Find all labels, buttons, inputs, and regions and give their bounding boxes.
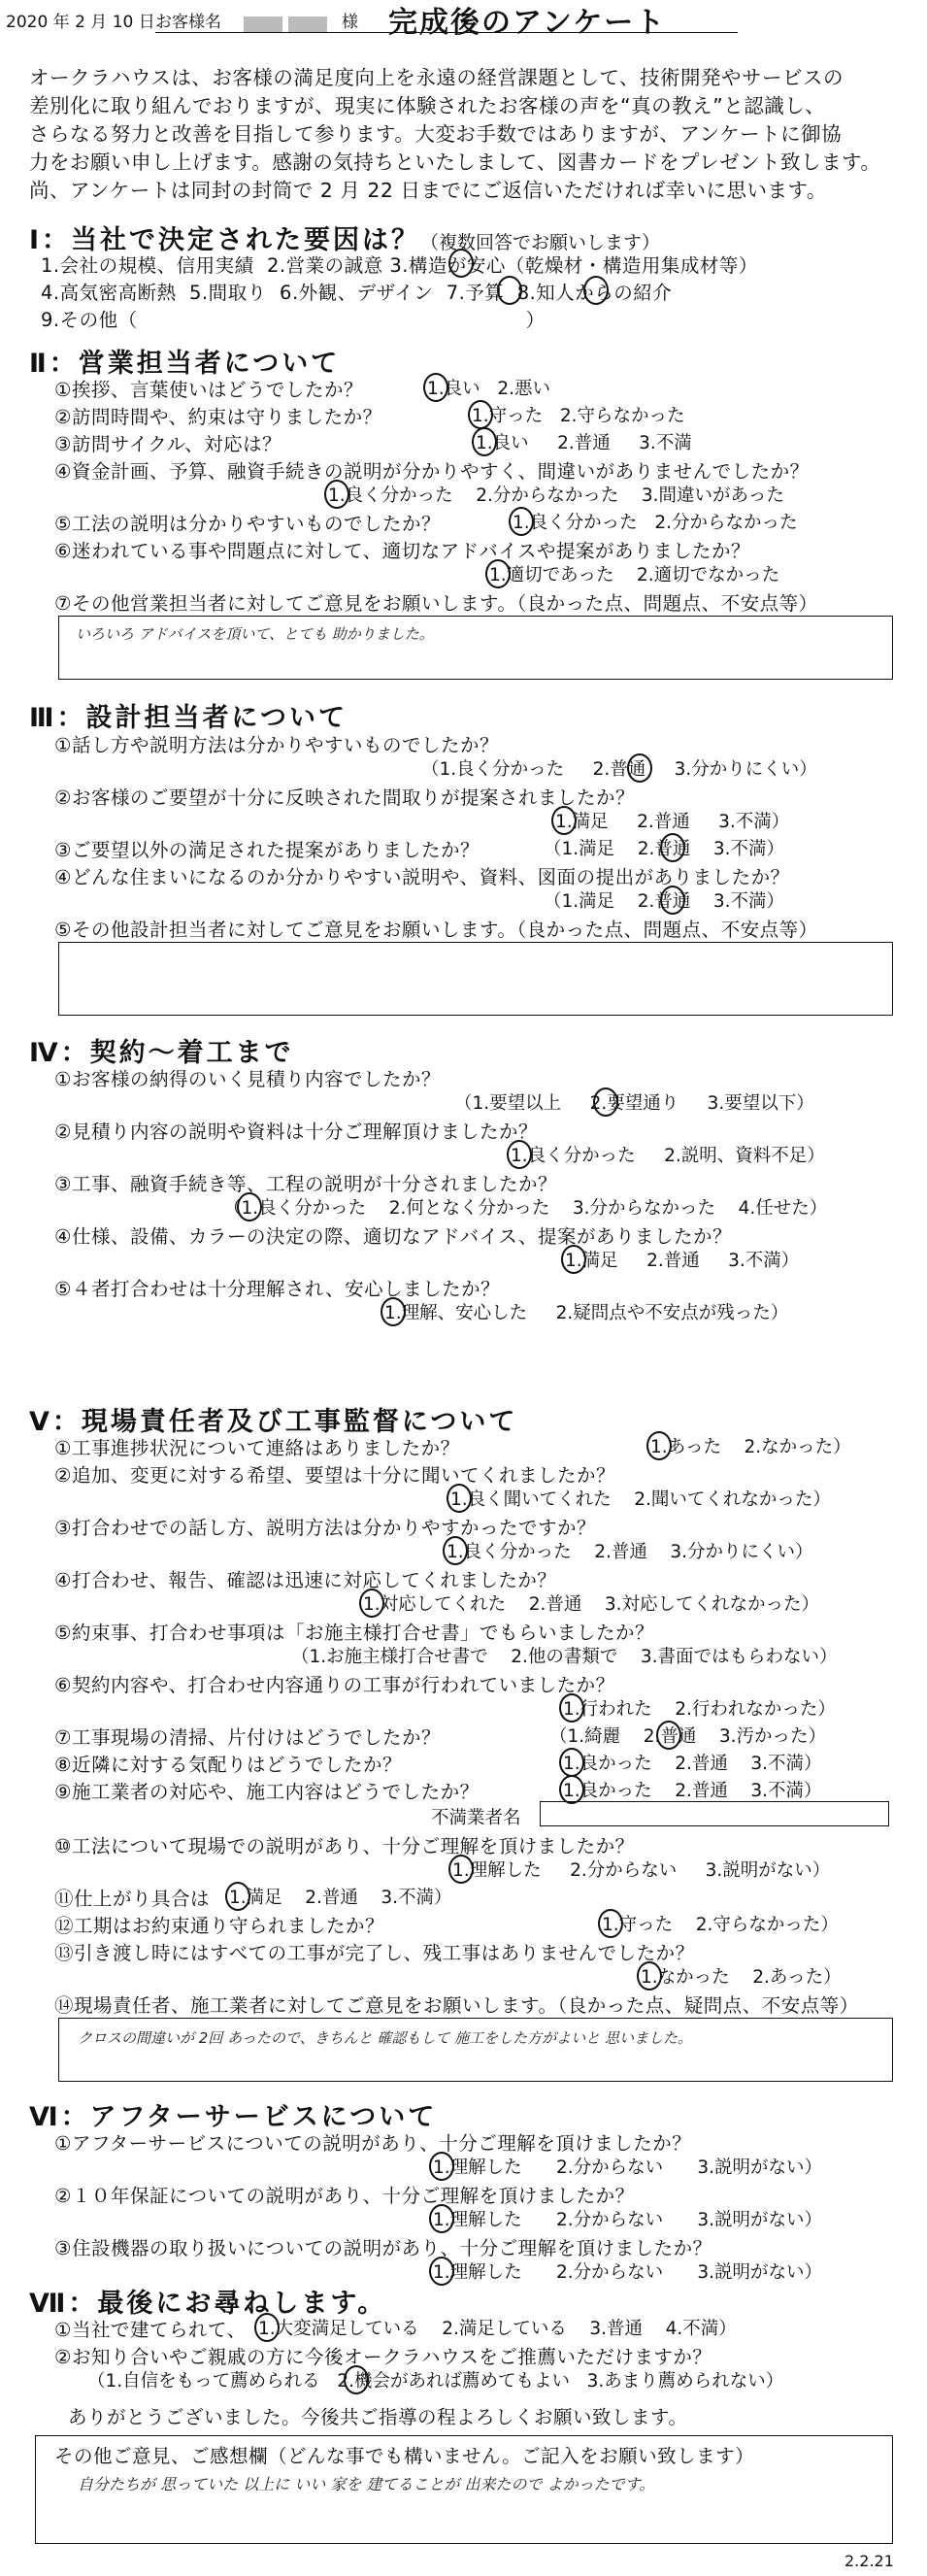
s3-q2: ②お客様のご要望が十分に反映された間取りが提案されましたか？ (54, 786, 635, 809)
s4-q5: ⑤４者打合わせは十分理解され、安心しましたか？ (54, 1278, 501, 1300)
s7-q1: ①当社で建てられて、 (54, 2319, 247, 2341)
intro-line-2: 差別化に取り組んでおりますが、現実に体験されたお客様の声を“真の教え”と認識し、 (29, 94, 826, 117)
section-1-heading: Ⅰ：当社で決定された要因は？（複数回答でお願いします） (29, 225, 661, 255)
s7-q2-answer-circle (344, 2365, 369, 2394)
s3-q3-answer-circle (660, 833, 685, 862)
s3-q3-options: （1.満足 2.普通 3.不満） (544, 839, 785, 859)
s3-q1-options: （1.良く分かった 2.普通 3.分かりにくい） (421, 759, 817, 780)
s5-q3-answer-circle (443, 1536, 468, 1565)
s3-q4-options: （1.満足 2.普通 3.不満） (544, 891, 785, 912)
s4-q5-answer-circle (381, 1297, 406, 1326)
s2-q5-answer-circle (509, 507, 534, 536)
section-5-heading: Ⅴ：現場責任者及び工事監督について (29, 1407, 518, 1437)
s5-q9: ⑨施工業者の対応や、施工内容はどうでしたか？ (54, 1781, 480, 1803)
s3-q5: ⑤その他設計担当者に対してご意見をお願いします。（良かった点、問題点、不安点等） (54, 919, 818, 941)
s1-choice-8-circle (583, 276, 609, 305)
s4-q3-options: （1.良く分かった 2.何となく分かった 3.分からなかった 4.任せた） (223, 1198, 828, 1219)
s6-q2: ②１０年保証についての説明があり、十分ご理解を頂けましたか？ (54, 2185, 635, 2207)
closing-thanks: ありがとうございました。今後共ご指導の程よろしくお願い致します。 (68, 2406, 688, 2428)
intro-line-3: さらなる努力と改善を目指して参ります。大変お手数ではありますが、アンケートに御協 (29, 122, 843, 146)
s5-q12-answer-circle (598, 1909, 623, 1938)
s5-q10: ⑩工法について現場での説明があり、十分ご理解を頂けましたか？ (54, 1835, 635, 1857)
s2-q2-answer-circle (468, 400, 493, 429)
s5-q10-options: 1.理解した 2.分からない 3.説明がない） (452, 1860, 831, 1881)
s5-q13-answer-circle (637, 1961, 662, 1991)
honorific: 様 (342, 13, 358, 32)
s2-q5-options: 1.良く分かった 2.分からなかった (513, 513, 798, 533)
s2-q6: ⑥迷われている事や問題点に対して、適切なアドバイスや提案がありましたか？ (54, 540, 751, 562)
s2-q4-options: 1.良く分かった 2.分からなかった 3.間違いがあった (328, 485, 784, 506)
s5-q11-answer-circle (225, 1882, 250, 1911)
s2-q5: ⑤工法の説明は分かりやすいものでしたか？ (54, 513, 441, 535)
s6-q3-answer-circle (429, 2257, 454, 2286)
s6-q1: ①アフターサービスについての説明があり、十分ご理解を頂けましたか？ (54, 2132, 692, 2155)
s5-q6-options: 1.行われた 2.行われなかった） (563, 1699, 836, 1720)
s5-q8-answer-circle (559, 1748, 584, 1777)
s4-q1-answer-circle (593, 1087, 618, 1117)
s2-q3-answer-circle (472, 427, 497, 456)
s5-q9-options: 1.良かった 2.普通 3.不満） (563, 1781, 822, 1801)
section-3-heading: Ⅲ：設計担当者について (29, 703, 348, 733)
s6-q3-options: 1.理解した 2.分からない 3.説明がない） (433, 2262, 823, 2283)
s2-q2-options: 1.守った 2.守らなかった (472, 406, 685, 426)
s5-q4-answer-circle (359, 1589, 384, 1618)
s5-q11: ⑪仕上がり具合は (54, 1888, 211, 1910)
s3-q3: ③ご要望以外の満足された提案がありましたか？ (54, 839, 480, 861)
s3-q2-options: 1.満足 2.普通 3.不満） (555, 812, 790, 832)
s6-q1-options: 1.理解した 2.分からない 3.説明がない） (433, 2158, 823, 2178)
s4-q4-answer-circle (561, 1245, 586, 1274)
s2-q1-options: 1.良い 2.悪い (427, 379, 550, 399)
s5-q3-options: 1.良く分かった 2.普通 3.分かりにくい） (447, 1542, 813, 1562)
s6-q2-answer-circle (429, 2204, 454, 2233)
s4-q3: ③工事、融資手続き等、工程の説明が十分されましたか？ (54, 1173, 557, 1195)
s7-q2-options: （1.自信をもって薦められる 2.機会があれば薦めてもよい 3.あまり薦められない） (87, 2371, 784, 2392)
s3-q2-answer-circle (551, 806, 577, 835)
s5-q1-answer-circle (646, 1431, 672, 1460)
s5-q8-options: 1.良かった 2.普通 3.不満） (563, 1754, 822, 1774)
customer-name-label: お客様名 (155, 13, 221, 32)
section-4-heading: Ⅳ：契約～着工まで (29, 1038, 294, 1068)
s2-q6-answer-circle (485, 559, 511, 588)
header-underline (155, 32, 738, 33)
s2-q2: ②訪問時間や、約束は守りましたか？ (54, 406, 382, 428)
s1-options-row2: 4.高気密高断熱 5.間取り 6.外観、デザイン 7.予算 8.知人からの紹介 (41, 282, 673, 304)
s5-q9-vendor-label: 不満業者名 (431, 1808, 521, 1828)
s7-q1-answer-circle (254, 2313, 280, 2342)
s2-q1-answer-circle (423, 373, 448, 402)
s4-q1: ①お客様の納得のいく見積り内容でしたか？ (54, 1068, 441, 1090)
s5-q9-answer-circle (559, 1775, 584, 1804)
s1-choice-7-circle (497, 276, 522, 305)
s5-q11-options: 1.満足 2.普通 3.不満） (229, 1888, 452, 1908)
s4-q1-options: （1.要望以上 2.要望通り 3.要望以下） (454, 1093, 814, 1114)
s5-q7: ⑦工事現場の清掃、片付けはどうでしたか？ (54, 1726, 441, 1749)
s1-options-row1: 1.会社の規模、信用実績 2.営業の誠意 3.構造が安心（乾燥材・構造用集成材等） (41, 254, 758, 277)
s5-q5: ⑤約束事、打合わせ事項は「お施主様打合せ書」でもらいましたか？ (54, 1622, 654, 1644)
section-7-heading: Ⅶ：最後にお尋ねします。 (29, 2289, 387, 2319)
intro-line-4: 力をお願い申し上げます。感謝の気持ちといたしまして、図書カードをプレゼント致します。 (29, 151, 881, 174)
s6-q3: ③住設機器の取り扱いについての説明があり、十分ご理解を頂けましたか？ (54, 2237, 712, 2259)
s4-q2: ②見積り内容の説明や資料は十分ご理解頂けましたか？ (54, 1121, 538, 1143)
s4-q4-options: 1.満足 2.普通 3.不満） (565, 1251, 800, 1271)
final-comment-answer: 自分たちが 思っていた 以上に いい 家を 建てることが 出来たので よかったです。 (78, 2475, 655, 2493)
s5-q13-options: 1.なかった 2.あった） (641, 1967, 842, 1988)
received-date-stamp: 2.2.21 (844, 2552, 894, 2570)
s5-q4-options: 1.対応してくれた 2.普通 3.対応してくれなかった） (363, 1594, 820, 1615)
s5-q2: ②追加、変更に対する希望、要望は十分に聞いてくれましたか？ (54, 1464, 615, 1487)
s2-q6-options: 1.適切であった 2.適切でなかった (489, 565, 780, 585)
s4-q2-options: 1.良く分かった 2.説明、資料不足） (511, 1146, 825, 1166)
s5-q1: ①工事進捗状況について連絡はありましたか？ (54, 1437, 460, 1459)
s5-q7-answer-circle (656, 1721, 681, 1750)
s5-q1-options: 1.あった 2.なかった） (650, 1437, 851, 1457)
s2-q4-answer-circle (324, 480, 349, 509)
s5-q4: ④打合わせ、報告、確認は迅速に対応してくれましたか？ (54, 1569, 557, 1591)
s7-q2: ②お知り合いやご親戚の方に今後オークラハウスをご推薦いただけますか？ (54, 2346, 712, 2368)
s5-q3: ③打合わせでの話し方、説明方法は分かりやすかったですか？ (54, 1517, 596, 1539)
s4-q3-answer-circle (237, 1192, 262, 1221)
s5-q5-options: （1.お施主様打合せ書で 2.他の書類で 3.書面ではもらわない） (291, 1647, 838, 1667)
s5-q8: ⑧近隣に対する気配りはどうでしたか？ (54, 1754, 402, 1776)
section-6-heading: Ⅵ：アフターサービスについて (29, 2102, 438, 2132)
s5-q2-options: 1.良く聞いてくれた 2.聞いてくれなかった） (450, 1489, 831, 1510)
s3-q4-answer-circle (660, 886, 685, 915)
intro-line-1: オークラハウスは、お客様の満足度向上を永遠の経営課題として、技術開発やサービスの (29, 66, 844, 89)
s3-q1: ①話し方や説明方法は分かりやすいものでしたか？ (54, 734, 499, 756)
s4-q5-options: 1.理解、安心した 2.疑問点や不安点が残った） (384, 1303, 789, 1323)
s5-q7-options: （1.綺麗 2.普通 3.汚かった） (549, 1726, 827, 1747)
s2-q3: ③訪問サイクル、対応は？ (54, 433, 282, 455)
s5-q6-answer-circle (559, 1693, 584, 1723)
section-2-heading: Ⅱ：営業担当者について (29, 349, 341, 379)
s1-choice-3-circle (448, 249, 474, 278)
s2-q7: ⑦その他営業担当者に対してご意見をお願いします。（良かった点、問題点、不安点等） (54, 592, 818, 615)
s6-q2-options: 1.理解した 2.分からない 3.説明がない） (433, 2210, 823, 2230)
s2-q3-options: 1.良い 2.普通 3.不満 (476, 433, 692, 453)
s5-q10-answer-circle (448, 1855, 474, 1884)
s7-q1-options: 1.大変満足している 2.満足している 3.普通 4.不満） (258, 2319, 737, 2339)
s3-q1-answer-circle (627, 753, 652, 783)
s2-comment-answer: いろいろ アドバイスを頂いて、とても 助かりました。 (76, 625, 434, 643)
s5-q12-options: 1.守った 2.守らなかった） (602, 1915, 839, 1935)
redacted-name (241, 14, 330, 32)
final-comment-label: その他ご意見、ご感想欄（どんな事でも構いません。ご記入をお願い致します） (54, 2445, 755, 2467)
s2-q4: ④資金計画、予算、融資手続きの説明が分かりやすく、間違いがありませんでしたか？ (54, 460, 810, 483)
intro-line-5: 尚、アンケートは同封の封筒で 2 月 22 日までにご返信いただければ幸いに思います。 (29, 179, 827, 202)
s5-q12: ⑫工期はお約束通り守られましたか？ (54, 1915, 385, 1937)
survey-date: 2020 年 2 月 10 日 (6, 13, 155, 32)
s5-q2-answer-circle (447, 1484, 472, 1513)
s5-comment-answer: クロスの間違いが 2回 あったので、きちんと 確認もして 施工をした方がよいと 思いました。 (78, 2029, 692, 2047)
s5-q13: ⑬引き渡し時にはすべての工事が完了し、残工事はありませんでしたか？ (54, 1942, 695, 1964)
page-title: 完成後のアンケート (388, 6, 667, 40)
s4-q4: ④仕様、設備、カラーの決定の際、適切なアドバイス、提案がありましたか？ (54, 1225, 732, 1248)
s6-q1-answer-circle (429, 2152, 454, 2181)
s5-q14: ⑭現場責任者、施工業者に対してご意見をお願いします。（良かった点、疑問点、不安点等） (54, 1994, 859, 2017)
s1-options-row3: 9.その他（ ） (41, 309, 546, 331)
s4-q2-answer-circle (507, 1140, 532, 1169)
s3-comment-box (58, 942, 893, 1016)
s5-vendor-name-box (540, 1801, 889, 1826)
s5-q6: ⑥契約内容や、打合わせ内容通りの工事が行われていましたか？ (54, 1674, 615, 1696)
s2-q1: ①挨拶、言葉使いはどうでしたか？ (54, 379, 363, 401)
s3-q4: ④どんな住まいになるのか分かりやすい説明や、資料、図面の提出がありましたか？ (54, 866, 790, 888)
